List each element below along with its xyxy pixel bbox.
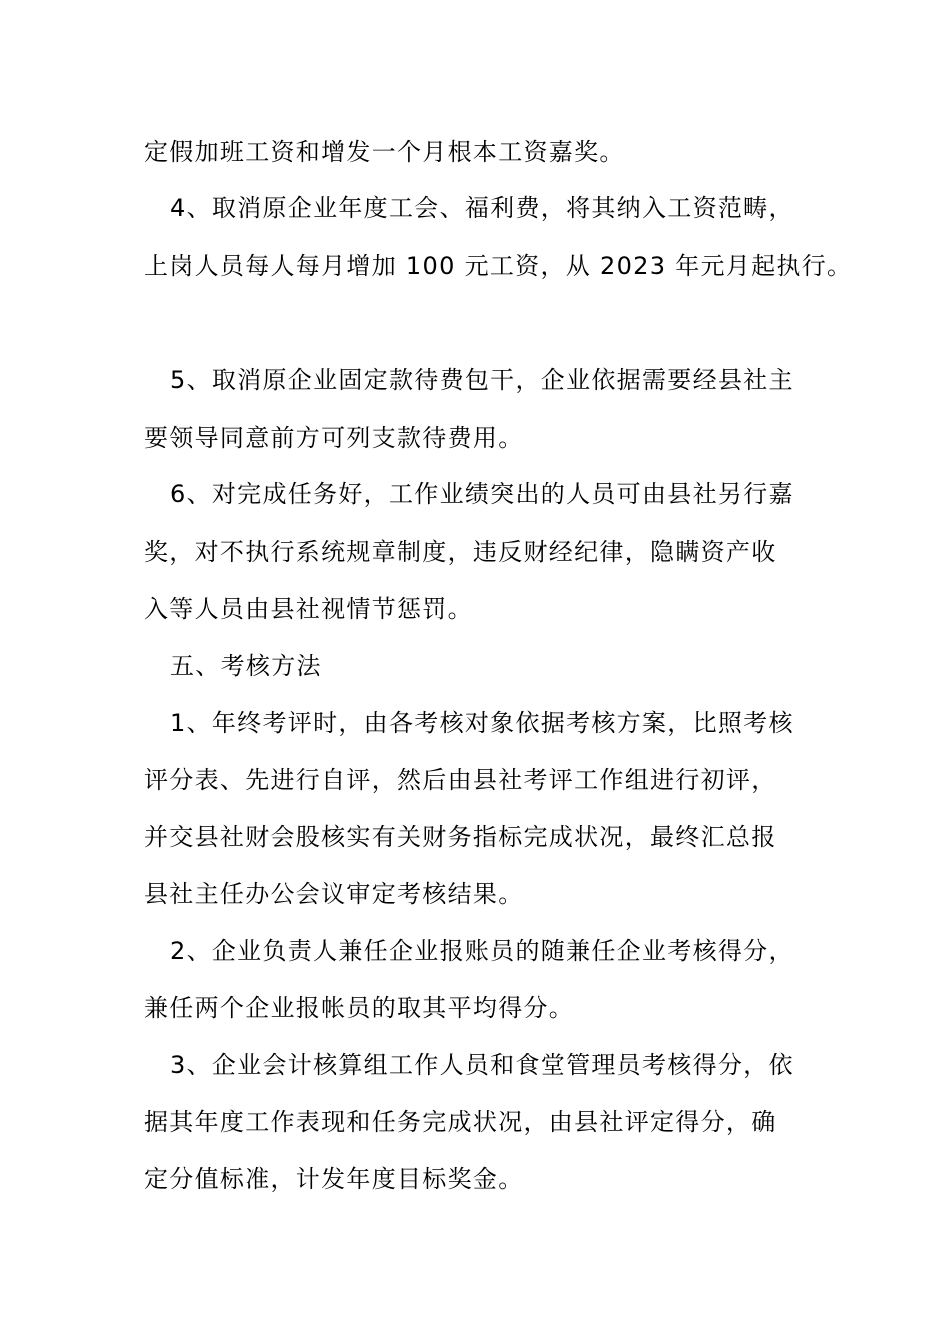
text-line: 评分表、先进行自评，然后由县社考评工作组进行初评， bbox=[144, 766, 777, 794]
text-line: 5、取消原企业固定款待费包干，企业依据需要经县社主 bbox=[170, 366, 794, 394]
text-line: 县社主任办公会议审定考核结果。 bbox=[144, 880, 524, 908]
text-line: 6、对完成任务好，工作业绩突出的人员可由县社另行嘉 bbox=[170, 480, 794, 508]
text-line: 兼任两个企业报帐员的取其平均得分。 bbox=[144, 994, 575, 1022]
text-line: 定分值标准，计发年度目标奖金。 bbox=[144, 1165, 524, 1193]
text-line: 奖，对不执行系统规章制度，违反财经纪律，隐瞒资产收 bbox=[144, 538, 777, 566]
text-line: 3、企业会计核算组工作人员和食堂管理员考核得分，依 bbox=[170, 1051, 794, 1079]
text-line: 4、取消原企业年度工会、福利费，将其纳入工资范畴， bbox=[170, 194, 794, 222]
text-line: 2、企业负责人兼任企业报账员的随兼任企业考核得分， bbox=[170, 937, 794, 965]
text-line: 上岗人员每人每月增加 100 元工资，从 2023 年元月起执行。 bbox=[144, 252, 853, 280]
text-line: 1、年终考评时，由各考核对象依据考核方案，比照考核 bbox=[170, 709, 794, 737]
text-line: 据其年度工作表现和任务完成状况，由县社评定得分，确 bbox=[144, 1108, 777, 1136]
text-line: 定假加班工资和增发一个月根本工资嘉奖。 bbox=[144, 138, 625, 166]
section-heading: 五、考核方法 bbox=[170, 652, 322, 680]
text-line: 要领导同意前方可列支款待费用。 bbox=[144, 424, 524, 452]
text-line: 并交县社财会股核实有关财务指标完成状况，最终汇总报 bbox=[144, 823, 777, 851]
text-line: 入等人员由县社视情节惩罚。 bbox=[144, 595, 473, 623]
